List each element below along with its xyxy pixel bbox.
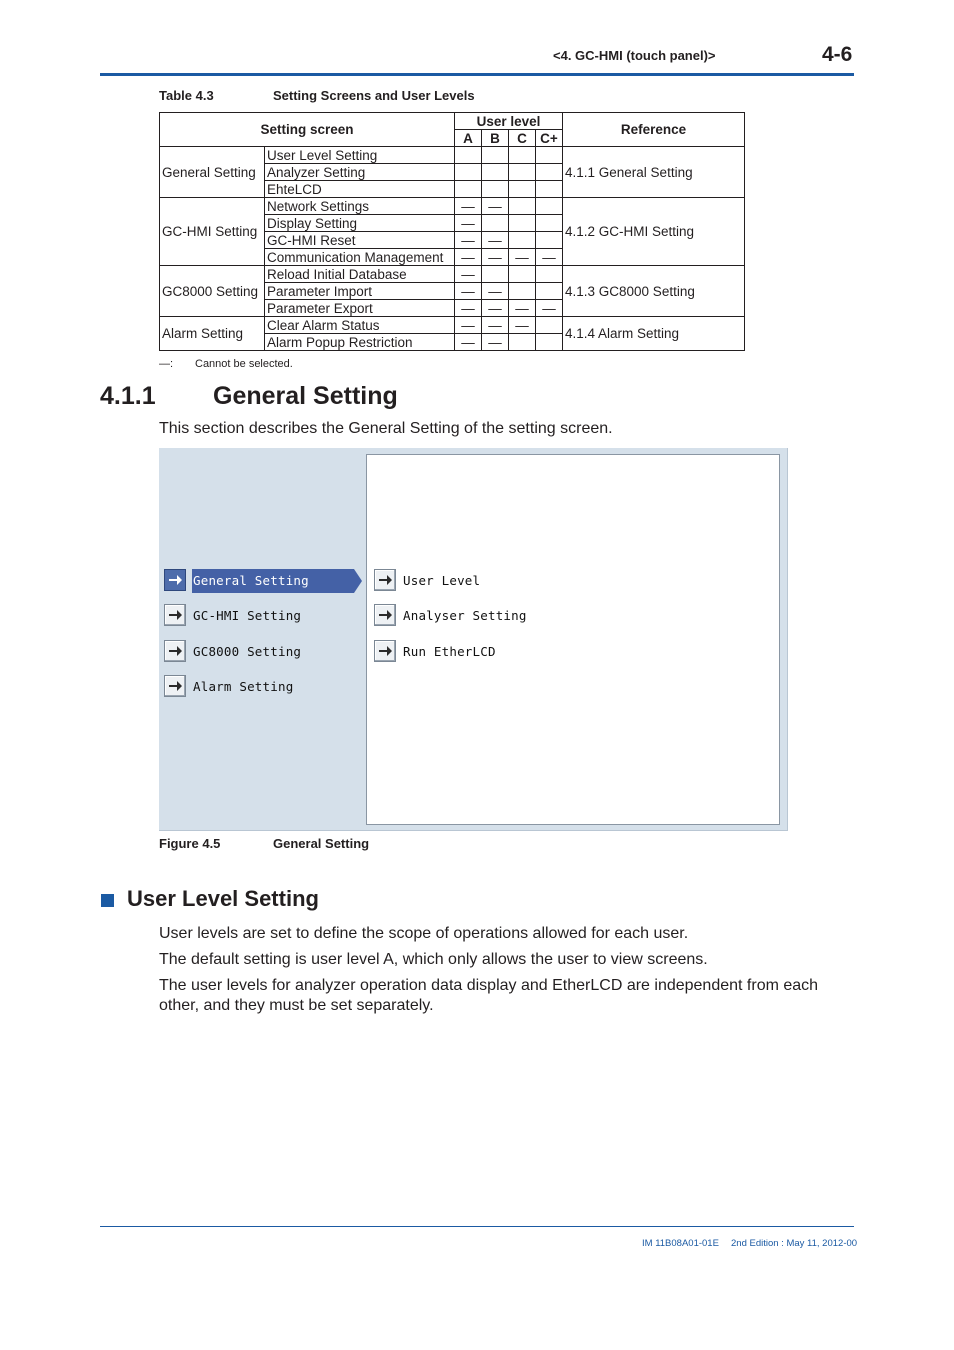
right-menu-item[interactable] xyxy=(374,604,594,628)
table-note-mark: —: xyxy=(159,358,174,370)
page-number: 4-6 xyxy=(822,43,853,66)
level-cell xyxy=(536,147,563,164)
reference-cell: 4.1.2 GC-HMI Setting xyxy=(563,198,745,266)
right-panel xyxy=(366,454,780,825)
header-rule xyxy=(100,73,854,76)
menu-item-label: Run EtherLCD xyxy=(403,643,496,659)
setting-item: Reload Initial Database xyxy=(265,266,455,283)
level-cell xyxy=(536,232,563,249)
subsection-title: User Level Setting xyxy=(127,886,319,911)
table-row xyxy=(160,198,745,215)
user-levels-table xyxy=(159,112,745,351)
table-caption xyxy=(159,88,475,103)
paragraph-2: The default setting is user level A, which only allows the user to view screens. xyxy=(159,951,708,968)
arrow-right-icon xyxy=(164,675,186,697)
arrow-right-icon xyxy=(374,640,396,662)
level-cell: — xyxy=(455,334,482,351)
menu-item-label: General Setting xyxy=(193,573,309,588)
footer-edition: 2nd Edition : May 11, 2012-00 xyxy=(731,1238,858,1249)
level-cell xyxy=(482,215,509,232)
level-cell xyxy=(482,266,509,283)
level-cell: — xyxy=(482,232,509,249)
running-header-chapter: <4. GC-HMI (touch panel)> xyxy=(553,48,716,63)
level-cell: — xyxy=(536,300,563,317)
arrow-right-icon xyxy=(164,569,186,591)
square-bullet-icon xyxy=(101,894,114,907)
setting-item: Analyzer Setting xyxy=(265,164,455,181)
level-cell: — xyxy=(482,334,509,351)
level-cell xyxy=(536,334,563,351)
figure-caption xyxy=(159,836,370,851)
group-name: GC8000 Setting xyxy=(160,266,265,317)
selection-pointer xyxy=(354,569,362,593)
reference-cell: 4.1.4 Alarm Setting xyxy=(563,317,745,351)
setting-item: Clear Alarm Status xyxy=(265,317,455,334)
menu-item-label: User Level xyxy=(403,573,481,588)
level-cell xyxy=(509,232,536,249)
level-cell: — xyxy=(455,198,482,215)
level-cell xyxy=(536,215,563,232)
level-cell: — xyxy=(509,249,536,266)
table-row xyxy=(160,266,745,283)
level-cell: — xyxy=(455,232,482,249)
level-cell: — xyxy=(455,283,482,300)
level-cell xyxy=(509,198,536,215)
level-cell: — xyxy=(482,249,509,266)
level-cell xyxy=(509,334,536,351)
setting-item: GC-HMI Reset xyxy=(265,232,455,249)
section-title: General Setting xyxy=(213,382,398,410)
header-setting-screen: Setting screen xyxy=(160,113,455,147)
level-cell xyxy=(482,147,509,164)
level-cell: — xyxy=(455,266,482,283)
level-cell xyxy=(509,215,536,232)
paragraph-3: The user levels for analyzer operation data display and EtherLCD are independent from each other, and they must be set separately. xyxy=(159,977,819,1014)
menu-item-label: Analyser Setting xyxy=(403,608,527,624)
level-cell xyxy=(536,198,563,215)
level-cell xyxy=(509,266,536,283)
level-cell xyxy=(482,181,509,198)
paragraph-1: User levels are set to define the scope of operations allowed for each user. xyxy=(159,925,689,942)
table-row xyxy=(160,147,745,164)
left-menu-item[interactable] xyxy=(164,640,384,664)
section-number: 4.1.1 xyxy=(100,382,156,410)
setting-item: Parameter Import xyxy=(265,283,455,300)
setting-item: Display Setting xyxy=(265,215,455,232)
left-menu-item[interactable] xyxy=(164,675,384,699)
level-cell: — xyxy=(455,317,482,334)
arrow-right-icon xyxy=(164,640,186,662)
section-intro: This section describes the General Setting of the setting screen. xyxy=(159,420,613,437)
right-menu-item[interactable] xyxy=(374,569,594,593)
level-cell xyxy=(509,147,536,164)
table-caption-label: Table 4.3 xyxy=(159,88,214,103)
level-cell: — xyxy=(455,215,482,232)
header-level-c: C xyxy=(509,130,536,147)
right-menu-item[interactable] xyxy=(374,640,594,664)
left-menu-item[interactable] xyxy=(164,604,384,628)
level-cell xyxy=(509,181,536,198)
header-level-a: A xyxy=(455,130,482,147)
level-cell: — xyxy=(482,283,509,300)
group-name: Alarm Setting xyxy=(160,317,265,351)
table-note-text: Cannot be selected. xyxy=(195,358,293,370)
menu-item-label: GC8000 Setting xyxy=(193,643,302,659)
setting-item: Communication Management xyxy=(265,249,455,266)
level-cell xyxy=(455,164,482,181)
figure-caption-title: General Setting xyxy=(273,836,370,851)
left-menu-item[interactable] xyxy=(164,569,384,593)
menu-item-label: Alarm Setting xyxy=(193,678,294,694)
level-cell xyxy=(509,164,536,181)
level-cell: — xyxy=(482,198,509,215)
level-cell: — xyxy=(455,249,482,266)
footer-doc-number: IM 11B08A01-01E xyxy=(642,1238,719,1249)
setting-item: EhteLCD xyxy=(265,181,455,198)
level-cell: — xyxy=(455,300,482,317)
header-level-b: B xyxy=(482,130,509,147)
level-cell: — xyxy=(482,317,509,334)
group-name: GC-HMI Setting xyxy=(160,198,265,266)
arrow-right-icon xyxy=(374,604,396,626)
arrow-right-icon xyxy=(164,604,186,626)
menu-item-label: GC-HMI Setting xyxy=(193,608,302,624)
reference-cell: 4.1.1 General Setting xyxy=(563,147,745,198)
level-cell: — xyxy=(536,249,563,266)
level-cell xyxy=(536,164,563,181)
setting-item: Alarm Popup Restriction xyxy=(265,334,455,351)
level-cell: — xyxy=(509,317,536,334)
figure-caption-label: Figure 4.5 xyxy=(159,836,221,851)
arrow-right-icon xyxy=(374,569,396,591)
header-reference: Reference xyxy=(563,113,745,147)
header-level-cplus: C+ xyxy=(536,130,563,147)
footer-rule xyxy=(100,1226,854,1227)
level-cell xyxy=(536,181,563,198)
level-cell xyxy=(536,266,563,283)
table-caption-title: Setting Screens and User Levels xyxy=(273,88,475,103)
header-user-level: User level xyxy=(455,113,563,130)
level-cell xyxy=(509,283,536,300)
level-cell: — xyxy=(509,300,536,317)
general-setting-screen xyxy=(159,448,788,831)
level-cell xyxy=(536,283,563,300)
setting-item: Network Settings xyxy=(265,198,455,215)
reference-cell: 4.1.3 GC8000 Setting xyxy=(563,266,745,317)
setting-item: Parameter Export xyxy=(265,300,455,317)
level-cell xyxy=(482,164,509,181)
table-row xyxy=(160,317,745,334)
level-cell: — xyxy=(482,300,509,317)
group-name: General Setting xyxy=(160,147,265,198)
level-cell xyxy=(455,181,482,198)
setting-item: User Level Setting xyxy=(265,147,455,164)
level-cell xyxy=(536,317,563,334)
level-cell xyxy=(455,147,482,164)
